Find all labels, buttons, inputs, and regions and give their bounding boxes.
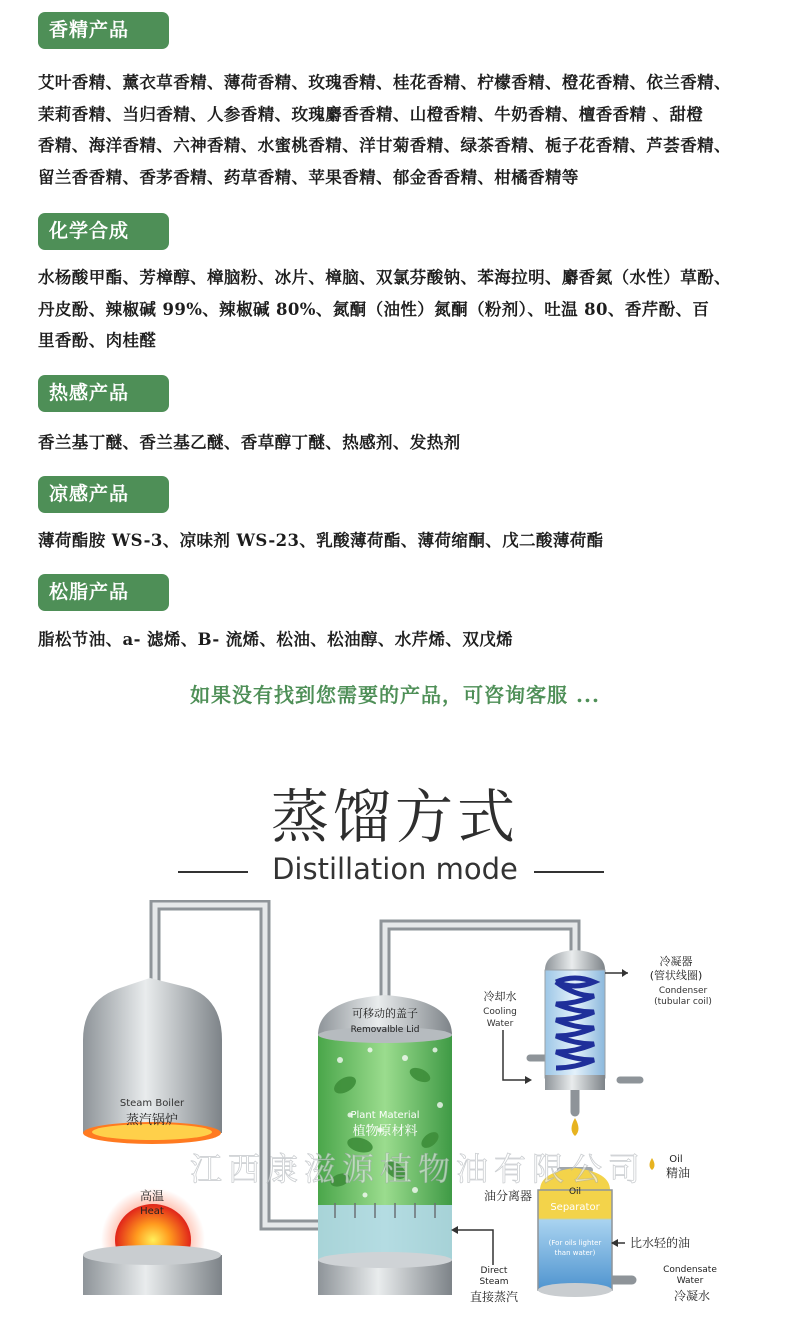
section-badge-rosin: 松脂产品 [38,574,169,611]
condenser-label-en2: (tubular coil) [654,997,712,1007]
distillation-title: 蒸馏方式 [270,783,519,851]
condensate-label-cn: 冷凝水 [673,1289,711,1303]
lighter-oil-label: 比水轻的油 [629,1236,691,1250]
plant-label-en: Plant Material [350,1110,420,1121]
section-text-rosin [38,624,758,656]
text-line: 水杨酸甲酯、芳樟醇、樟脑粉、冰片、樟脑、双氯芬酸钠、苯海拉明、麝香氮（水性）草酚、 [38,268,731,287]
condensate-label-en: Condensate [663,1265,717,1275]
lid-label-en: Removalble Lid [350,1025,420,1035]
heat-label-en: Heat [140,1206,164,1217]
condensate-label-en2: Water [676,1276,704,1286]
section-text-cooling [38,525,758,557]
text-line: 薄荷酯胺 WS-3、凉味剂 WS-23、乳酸薄荷酯、薄荷缩酮、戊二酸薄荷酯 [38,531,604,550]
section-badge-warming: 热感产品 [38,375,169,412]
text-line: 丹皮酚、辣椒碱 99%、辣椒碱 80%、氮酮（油性）氮酮（粉剂）、吐温 80、香芹酚、百 [38,299,710,319]
text-line: 香兰基丁醚、香兰基乙醚、香草醇丁醚、热感剂、发热剂 [38,433,461,452]
still-column [318,995,452,1295]
heat-label-cn: 高温 [139,1189,165,1203]
separator-note2: than water) [554,1249,596,1257]
section-text-chemical [38,262,758,357]
distillation-subtitle: Distillation mode [272,852,518,886]
section-text-fragrance [38,67,758,193]
section-badge-chemical: 化学合成 [38,213,169,250]
watermark: 江西康滋源植物油有限公司 [189,1150,647,1188]
steam-boiler [83,978,222,1295]
section-text-warming [38,427,758,459]
condenser [483,950,712,1090]
oil-label-en: Oil [669,1154,683,1165]
condenser-label-cn2: (管状线圈) [649,969,703,982]
cooling-label-cn: 冷却水 [483,990,517,1003]
text-line: 艾叶香精、薰衣草香精、薄荷香精、玫瑰香精、桂花香精、柠檬香精、橙花香精、依兰香精、 [38,73,731,92]
contact-service-link[interactable]: 如果没有找到您需要的产品，可咨询客服 ... [190,683,600,707]
text-line: 里香酚、肉桂醛 [38,331,157,350]
oil-label-cn: 精油 [665,1166,691,1180]
oil-drop-icon [572,1118,579,1136]
direct-steam-label-cn: 直接蒸汽 [469,1290,519,1304]
cooling-label-en: Cooling [483,1007,517,1017]
direct-steam-label-en2: Steam [479,1277,509,1287]
condenser-label-cn: 冷凝器 [659,955,693,968]
condenser-label-en: Condenser [658,986,708,996]
lid-label-cn: 可移动的盖子 [352,1007,418,1020]
text-line: 香精、海洋香精、六神香精、水蜜桃香精、洋甘菊香精、绿茶香精、栀子花香精、芦荟香精、 [38,136,731,155]
text-line: 茉莉香精、当归香精、人参香精、玫瑰麝香香精、山橙香精、牛奶香精、檀香香精 、甜橙 [38,104,704,124]
title-rule-right [534,871,604,873]
boiler-label-en: Steam Boiler [119,1098,185,1109]
section-badge-cooling: 凉感产品 [38,476,169,513]
plant-label-cn: 植物原材料 [352,1124,418,1139]
text-line: 脂松节油、a- 滤烯、B- 流烯、松油、松油醇、水芹烯、双戊烯 [38,630,514,649]
separator-label-cn: 油分离器 [483,1189,533,1203]
separator-name-label: Separator [550,1202,600,1213]
boiler-label-cn: 蒸汽锅炉 [125,1113,179,1128]
cooling-label-en2: Water [486,1019,514,1029]
oil-drop-small-icon [650,1158,655,1170]
separator-note: (For oils lighter [548,1239,602,1247]
separator-oil-label: Oil [568,1187,582,1197]
section-badge-fragrance: 香精产品 [38,12,169,49]
text-line: 留兰香香精、香茅香精、药草香精、苹果香精、郁金香香精、柑橘香精等 [38,167,579,187]
distillation-diagram [0,900,790,1340]
direct-steam-label-en: Direct [480,1266,508,1276]
